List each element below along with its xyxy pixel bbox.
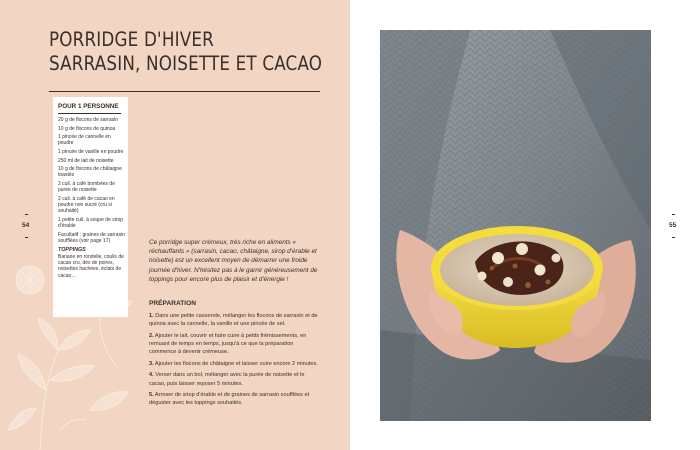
preparation-title: PRÉPARATION (149, 300, 197, 307)
recipe-title (49, 28, 322, 76)
ingredient-item: 1 pincée de cannelle en poudre (58, 134, 111, 147)
right-page (350, 0, 700, 450)
ingredients-header: POUR 1 PERSONNE (58, 103, 119, 110)
recipe-title-line-1: PORRIDGE D'HIVER (49, 28, 214, 51)
ingredient-item: 10 g de flocons de châtaigne toastés (58, 166, 122, 179)
ingredients-box (53, 97, 128, 317)
page-number-dash-top (672, 214, 675, 215)
ingredient-item: 250 ml de lait de noisette (58, 157, 114, 164)
preparation-step: 5. Arroser de sirop d'érable et de graines de sarrasin soufflées et déguster avec les toppings souhaités. (149, 392, 310, 407)
page-number-dash-top (25, 214, 28, 215)
recipe-intro: Ce porridge super crémeux, très riche en aliments « réchauffants » (sarrasin, cacao, châtaigne, sirop d'érable et noisette) est un excellent moyen de démarrer une froide journée d'hiver. N'hésitez pas à le garnir généreusement de toppings pour encore plus de plaisir et d'énergie ! (149, 239, 318, 283)
toppings-text: Banane en rondelle, coulis de cacao cru, dés de poires, noisettes hachées, éclats de cacao… (58, 253, 124, 279)
preparation-step: 3. Ajouter les flocons de châtaigne et laisser cuire encore 2 minutes. (149, 360, 318, 367)
porridge-photo-illustration (380, 30, 651, 421)
porridge-photo (380, 30, 651, 421)
ingredient-item: 2 cuil. à café de cacao en poudre non sucré (cru si souhaité) (58, 195, 115, 215)
ingredient-item: 1 petite cuil. à soupe de sirop d'érable (58, 216, 124, 229)
preparation-step: 2. Ajouter le lait, couvrir et faire cuire à petits frémissements, en remuant de temps en temps, jusqu'à ce que la préparation commence à devenir crémeuse. (149, 332, 307, 356)
page-number-dash-bottom (25, 237, 28, 238)
page-number-left: 54 (22, 222, 30, 229)
ingredient-item: 2 cuil. à café bombées de purée de noisette (58, 180, 115, 194)
page-number-right: 55 (669, 222, 677, 229)
ingredient-item: Facultatif : graines de sarrasin soufflées (voir page 17) (58, 231, 125, 244)
title-rule (49, 91, 320, 92)
preparation-step: 1. Dans une petite casserole, mélanger les flocons de sarrasin et de quinoa avec la cannelle, la vanille et une pincée de sel. (149, 313, 318, 328)
ingredients-list (58, 117, 126, 281)
ingredients-rule (58, 113, 121, 114)
preparation-steps (149, 312, 321, 411)
recipe-title-line-2: SARRASIN, NOISETTE ET CACAO (49, 52, 323, 75)
ingredient-item: 10 g de flocons de quinoa (58, 125, 116, 132)
ingredient-item: 20 g de flocons de sarrasin (58, 117, 119, 123)
page-number-dash-bottom (672, 237, 675, 238)
preparation-step: 4. Verser dans un bol, mélanger avec la purée de noisette et le cacao, puis laisser reposer 5 minutes. (149, 372, 305, 387)
toppings-title: TOPPINGS (58, 246, 86, 253)
ingredient-item: 1 pincée de vanille en poudre (58, 148, 124, 155)
